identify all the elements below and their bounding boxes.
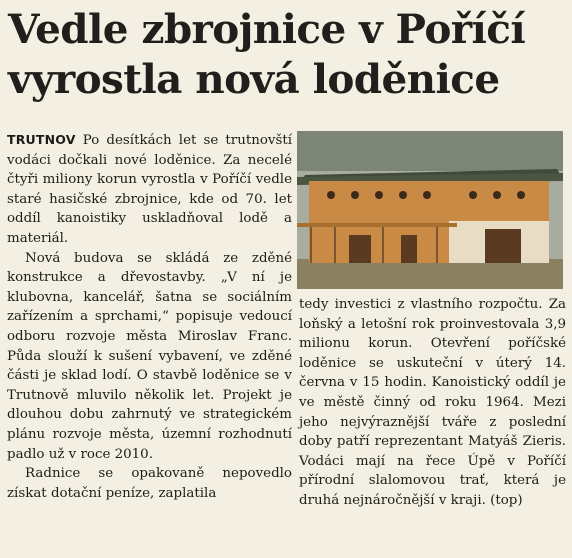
- photo-trees: [297, 131, 563, 171]
- article-paragraph-3-continued: tedy investici z vlastního rozpočtu. Za loňský a letošní rok proinvestovala 3,9 milionu korun. Otevření poříčské loděnice se uskuteční v úterý 14. června v 15 hodin. Kanoistický oddíl je ve městě činný od roku 1964. Mezi jeho nejvýraznější tváře z poslední doby patří reprezentant Matyáš Zieris. Vodáci mají na řece Úpě v Poříčí přírodní slalomovou trať, která je druhá nejnáročnější v kraji. (top): [299, 297, 566, 508]
- boathouse-illustration: [297, 131, 563, 289]
- article-paragraph-2: Nová budova se skládá ze zděné konstrukce a dřevostavby. „V ní je klubovna, kancelář, šatna se sociálním zařízením a sprchami,“ popisuje vedoucí odboru rozvoje města Miroslav Franc. Půda slouží k sušení vybavení, ve zděné části je sklad lodí. O stavbě loděnice se v Trutnově mluvilo několik let. Projekt je dlouhou dobu zahrnutý ve strategickém plánu rozvoje města, územní rozhodnutí padlo už v roce 2010.: [7, 250, 292, 462]
- boathouse-upper-wall: [309, 181, 549, 227]
- photo-ground: [297, 259, 563, 289]
- boathouse-lower-wood: [309, 227, 449, 263]
- round-windows: [327, 191, 525, 199]
- balcony-rail: [297, 223, 457, 227]
- headline-line-2: vyrostla nová loděnice: [8, 55, 500, 103]
- dateline: TRUTNOV: [7, 132, 76, 147]
- article-column-left: [7, 130, 292, 503]
- article-paragraph-3: Radnice se opakovaně nepovedlo získat dotační peníze, zaplatila: [7, 466, 292, 501]
- headline-line-1: Vedle zbrojnice v Poříčí: [8, 5, 526, 53]
- article-paragraph-lead: [7, 130, 292, 249]
- article-column-right: [299, 295, 566, 511]
- headline: [8, 4, 568, 104]
- boathouse-photo: [297, 131, 563, 289]
- lead-text: Po desítkách let se trutnovští vodáci dočkali nové loděnice. Za necelé čtyři miliony korun vyrostla v Poříčí vedle staré hasičské zbrojnice, kde od 70. let oddíl kanoistiky uskladňoval lodě a materiál.: [7, 133, 292, 246]
